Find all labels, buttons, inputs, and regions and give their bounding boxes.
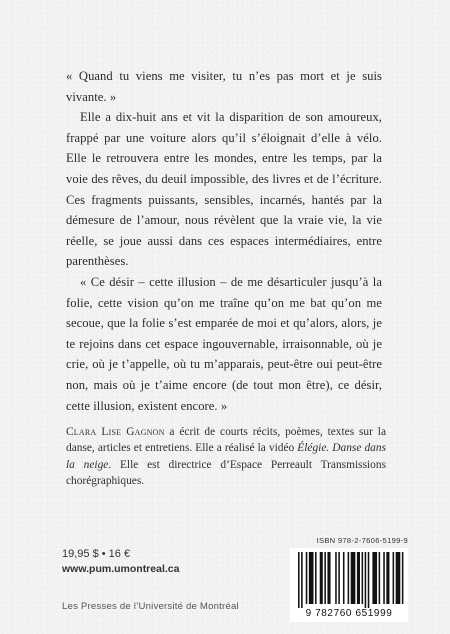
barcode-bar [315, 552, 317, 604]
author-bio-part-1: a écrit de courts récits, poèmes, textes sur la danse, articles et entretiens. Elle a réalisé la vidéo [66, 426, 387, 455]
author-bio-part-2: . Elle est directrice d’Espace Perreault Transmissions chorégraphiques. [66, 458, 386, 488]
barcode-bar [348, 552, 350, 604]
barcode-bar [298, 552, 300, 608]
barcode-digits: 9 782760 651999 [305, 608, 393, 619]
barcode-bar [368, 552, 370, 608]
barcode-bar [372, 552, 377, 604]
barcode-bar [365, 552, 367, 608]
barcode-bar [343, 552, 345, 604]
author-bio-text [66, 424, 386, 490]
barcode-bar [306, 552, 308, 604]
video-title: Élégie. Danse dans la neige [66, 442, 387, 471]
barcode-bar [383, 552, 385, 604]
barcode-bar [379, 552, 381, 604]
barcode-bar [338, 552, 340, 604]
barcode-bar [324, 552, 326, 604]
barcode-bars [290, 548, 408, 608]
isbn-label: ISBN 978-2-7606-5199-9 [316, 536, 408, 545]
barcode-bar [393, 552, 395, 604]
author-name: Clara Lise Gagnon [66, 426, 165, 438]
barcode-bar [335, 552, 337, 604]
barcode-bar [386, 552, 389, 604]
barcode-bar [327, 552, 330, 604]
summary-paragraph: Elle a dix-huit ans et vit la disparition de son amoureux, frappé par une voiture alors qu’il s’éloignait d’elle à vélo. Elle le retrouvera entre les mondes, entre les temps, par la voie des rêves, du deuil impossible, des livres et de l’écriture. Ces fragments puissants, sensibles, incarnés, hantés par la démesure de l’amour, nous révèlent que la vraie vie, la vie réelle, se joue aussi dans ces espaces intermédiaires, entre parenthèses. [66, 110, 382, 269]
author-bio [66, 424, 386, 490]
blurb [66, 66, 382, 416]
excerpt-quote: « Ce désir – cette illusion – de me désarticuler jusqu’à la folie, cette vision qu’on me traîne qu’on me bat qu’on me secoue, que la folie s’est emparée de moi et qu’alors, alors, je te rejoins dans cet espace ingouvernable, irraisonnable, où je crie, où je t’appelle, où tu m’apparais, peut-être oui peut-être non, mais où je t’aime encore (de tout mon être), ce désir, cette illusion, existent encore. » [66, 274, 382, 413]
barcode-bar [362, 552, 364, 604]
barcode-bar [320, 552, 323, 604]
barcode-bar [309, 552, 314, 604]
price: 19,95 $ • 16 € [62, 548, 131, 560]
barcode-bar [301, 552, 303, 608]
barcode-bar [357, 552, 360, 604]
publisher-name: Les Presses de l’Université de Montréal [62, 601, 239, 612]
barcode-bar [396, 552, 401, 604]
opening-quote: « Quand tu viens me visiter, tu n’es pas mort et je suis vivante. » [66, 69, 382, 104]
barcode-bar [351, 552, 356, 604]
barcode-bar [402, 552, 404, 604]
publisher-website: www.pum.umontreal.ca [62, 563, 180, 575]
